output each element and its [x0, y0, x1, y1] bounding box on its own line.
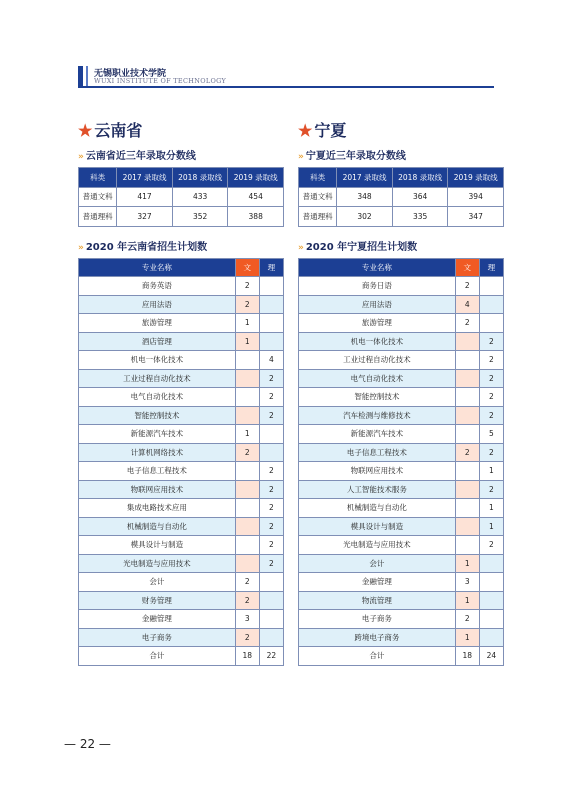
table-row: [299, 573, 504, 592]
table-cell: 酒店管理: [79, 332, 236, 351]
table-cell: 合计: [299, 647, 456, 666]
table-cell: 合计: [79, 647, 236, 666]
table-row: [79, 610, 284, 629]
table-row: [299, 443, 504, 462]
table-row: [79, 462, 284, 481]
table-cell: 2: [259, 406, 283, 425]
table-cell: 工业过程自动化技术: [79, 369, 236, 388]
table-header-row: [299, 168, 504, 188]
table-cell: 金融管理: [79, 610, 236, 629]
table-cell: 2: [455, 314, 479, 333]
table-cell: 电子商务: [299, 610, 456, 629]
chevron-icon: »: [78, 152, 82, 162]
table-row: [299, 628, 504, 647]
table-row: [299, 517, 504, 536]
column-header: 文: [455, 258, 479, 277]
table-cell: [455, 351, 479, 370]
table-cell: 光电制造与应用技术: [79, 554, 236, 573]
table-row: [79, 517, 284, 536]
table-cell: 会计: [299, 554, 456, 573]
table-cell: 18: [235, 647, 259, 666]
table-cell: [235, 554, 259, 573]
page-number: — 22 —: [64, 737, 111, 751]
table-cell: 348: [337, 187, 393, 207]
column-header: 科类: [299, 168, 337, 188]
table-header-row: [79, 168, 284, 188]
table-cell: 电子信息工程技术: [299, 443, 456, 462]
table-cell: 金融管理: [299, 573, 456, 592]
table-cell: [259, 425, 283, 444]
table-row: [79, 187, 284, 207]
table-row: [299, 499, 504, 518]
table-cell: 1: [235, 314, 259, 333]
table-row: [79, 647, 284, 666]
star-icon: ★: [298, 121, 313, 140]
table-row: [299, 388, 504, 407]
table-cell: 1: [479, 499, 503, 518]
table-row: [299, 187, 504, 207]
table-cell: [235, 351, 259, 370]
column-header: 2017 录取线: [337, 168, 393, 188]
table-cell: [235, 499, 259, 518]
table-cell: 电气自动化技术: [79, 388, 236, 407]
table-cell: 新能源汽车技术: [299, 425, 456, 444]
table-cell: 2: [479, 536, 503, 555]
table-row: [79, 351, 284, 370]
table-cell: [455, 499, 479, 518]
table-cell: 302: [337, 207, 393, 227]
table-row: [79, 554, 284, 573]
table-cell: 2: [259, 388, 283, 407]
table-cell: 计算机网络技术: [79, 443, 236, 462]
table-cell: 388: [228, 207, 284, 227]
table-cell: 电气自动化技术: [299, 369, 456, 388]
table-row: [299, 462, 504, 481]
table-cell: 18: [455, 647, 479, 666]
plan-section-title: » 2020 年宁夏招生计划数: [298, 241, 418, 253]
table-cell: [479, 591, 503, 610]
plan-table: [298, 258, 504, 666]
school-name: 无锡职业技术学院: [94, 69, 167, 79]
table-row: [79, 295, 284, 314]
table-cell: 2: [479, 369, 503, 388]
column-header: 2018 录取线: [172, 168, 228, 188]
table-cell: 364: [392, 187, 448, 207]
column-header: 2017 录取线: [117, 168, 173, 188]
table-cell: [235, 406, 259, 425]
table-cell: 417: [117, 187, 173, 207]
table-cell: 335: [392, 207, 448, 227]
school-name-en: WUXI INSTITUTE OF TECHNOLOGY: [94, 77, 227, 85]
chevron-icon: »: [298, 242, 302, 253]
table-cell: 5: [479, 425, 503, 444]
province-column-left: [78, 118, 284, 666]
table-cell: 商务英语: [79, 277, 236, 296]
table-cell: [479, 277, 503, 296]
table-row: [299, 480, 504, 499]
table-cell: [455, 388, 479, 407]
table-cell: [455, 536, 479, 555]
table-row: [299, 332, 504, 351]
table-row: [299, 207, 504, 227]
table-cell: 2: [259, 536, 283, 555]
table-row: [79, 369, 284, 388]
table-cell: 1: [235, 332, 259, 351]
table-cell: 2: [479, 406, 503, 425]
table-cell: 1: [455, 554, 479, 573]
plan-table: [78, 258, 284, 666]
table-row: [79, 277, 284, 296]
table-cell: 24: [479, 647, 503, 666]
table-cell: [235, 462, 259, 481]
table-cell: 2: [479, 480, 503, 499]
header-bar-thin: [86, 66, 88, 86]
table-cell: 2: [259, 480, 283, 499]
table-cell: [479, 295, 503, 314]
column-header: 2018 录取线: [392, 168, 448, 188]
table-cell: 2: [455, 277, 479, 296]
table-cell: [235, 480, 259, 499]
table-cell: 347: [448, 207, 504, 227]
table-cell: 旅游管理: [79, 314, 236, 333]
table-cell: 电子信息工程技术: [79, 462, 236, 481]
table-cell: 会计: [79, 573, 236, 592]
table-cell: [259, 628, 283, 647]
table-row: [299, 425, 504, 444]
table-cell: [455, 462, 479, 481]
table-cell: 普通理科: [79, 207, 117, 227]
table-cell: 新能源汽车技术: [79, 425, 236, 444]
table-row: [299, 591, 504, 610]
table-cell: 旅游管理: [299, 314, 456, 333]
table-cell: 433: [172, 187, 228, 207]
score-table: [298, 167, 504, 227]
table-cell: 电子商务: [79, 628, 236, 647]
column-header: 2019 录取线: [448, 168, 504, 188]
table-cell: 工业过程自动化技术: [299, 351, 456, 370]
table-row: [299, 351, 504, 370]
table-row: [79, 332, 284, 351]
table-cell: [235, 536, 259, 555]
header-rule: [78, 86, 494, 88]
table-cell: 跨境电子商务: [299, 628, 456, 647]
table-cell: 2: [259, 462, 283, 481]
table-row: [299, 610, 504, 629]
table-cell: [259, 610, 283, 629]
table-cell: 普通理科: [299, 207, 337, 227]
table-cell: 汽车检测与维修技术: [299, 406, 456, 425]
table-cell: 1: [479, 462, 503, 481]
table-cell: [479, 554, 503, 573]
table-row: [79, 314, 284, 333]
table-cell: 2: [455, 610, 479, 629]
table-cell: [479, 573, 503, 592]
table-cell: [259, 314, 283, 333]
table-cell: 22: [259, 647, 283, 666]
province-title: ★ 云南省: [78, 121, 143, 140]
table-cell: 394: [448, 187, 504, 207]
table-cell: 327: [117, 207, 173, 227]
table-cell: 普通文科: [79, 187, 117, 207]
table-cell: [455, 369, 479, 388]
table-row: [79, 443, 284, 462]
chevron-icon: »: [78, 242, 82, 253]
column-header: 理: [479, 258, 503, 277]
table-header-row: [299, 258, 504, 277]
table-cell: 2: [235, 628, 259, 647]
column-header: 专业名称: [299, 258, 456, 277]
page-header: [78, 66, 498, 88]
table-cell: 财务管理: [79, 591, 236, 610]
table-cell: 2: [259, 369, 283, 388]
header-bar: [78, 66, 83, 86]
table-cell: 2: [479, 388, 503, 407]
table-cell: 模具设计与制造: [79, 536, 236, 555]
table-cell: 商务日语: [299, 277, 456, 296]
table-row: [299, 369, 504, 388]
table-cell: [479, 628, 503, 647]
province-column-right: [298, 118, 504, 666]
table-row: [79, 591, 284, 610]
table-row: [79, 406, 284, 425]
table-cell: 3: [455, 573, 479, 592]
table-row: [79, 207, 284, 227]
table-cell: 2: [235, 443, 259, 462]
table-cell: 光电制造与应用技术: [299, 536, 456, 555]
table-cell: 应用法语: [299, 295, 456, 314]
table-cell: 2: [235, 573, 259, 592]
table-cell: [455, 425, 479, 444]
table-cell: 机械制造与自动化: [299, 499, 456, 518]
table-cell: 2: [259, 499, 283, 518]
table-cell: [259, 573, 283, 592]
table-cell: 人工智能技术服务: [299, 480, 456, 499]
table-cell: [479, 314, 503, 333]
table-cell: [455, 332, 479, 351]
table-row: [79, 573, 284, 592]
table-row: [299, 406, 504, 425]
table-cell: 1: [235, 425, 259, 444]
table-cell: 2: [259, 554, 283, 573]
table-row: [299, 295, 504, 314]
table-row: [79, 480, 284, 499]
column-header: 文: [235, 258, 259, 277]
province-title: ★ 宁夏: [298, 121, 347, 140]
table-cell: [455, 517, 479, 536]
table-cell: 2: [455, 443, 479, 462]
table-cell: 2: [479, 332, 503, 351]
chevron-icon: »: [298, 152, 302, 162]
table-cell: [259, 295, 283, 314]
table-row: [299, 647, 504, 666]
table-cell: [235, 369, 259, 388]
table-cell: 智能控制技术: [79, 406, 236, 425]
score-section-title: » 宁夏近三年录取分数线: [298, 151, 406, 162]
table-cell: 1: [455, 628, 479, 647]
table-cell: 集成电路技术应用: [79, 499, 236, 518]
table-cell: 454: [228, 187, 284, 207]
table-cell: [259, 332, 283, 351]
table-cell: 智能控制技术: [299, 388, 456, 407]
table-cell: 2: [479, 443, 503, 462]
table-cell: 2: [259, 517, 283, 536]
table-cell: 2: [235, 277, 259, 296]
table-row: [299, 536, 504, 555]
table-cell: 机电一体化技术: [79, 351, 236, 370]
table-cell: 物流管理: [299, 591, 456, 610]
table-cell: 模具设计与制造: [299, 517, 456, 536]
table-header-row: [79, 258, 284, 277]
table-row: [79, 388, 284, 407]
table-cell: 2: [235, 295, 259, 314]
score-table: [78, 167, 284, 227]
table-cell: 物联网应用技术: [299, 462, 456, 481]
table-cell: 3: [235, 610, 259, 629]
table-cell: 应用法语: [79, 295, 236, 314]
table-cell: [479, 610, 503, 629]
table-cell: [259, 591, 283, 610]
table-cell: 4: [259, 351, 283, 370]
table-cell: [235, 388, 259, 407]
table-cell: 4: [455, 295, 479, 314]
table-cell: 1: [455, 591, 479, 610]
table-cell: 普通文科: [299, 187, 337, 207]
table-cell: [259, 443, 283, 462]
table-cell: 2: [479, 351, 503, 370]
table-cell: [455, 406, 479, 425]
table-cell: 1: [479, 517, 503, 536]
table-cell: 机械制造与自动化: [79, 517, 236, 536]
table-row: [299, 314, 504, 333]
table-row: [299, 554, 504, 573]
column-header: 专业名称: [79, 258, 236, 277]
table-row: [299, 277, 504, 296]
table-cell: [259, 277, 283, 296]
column-header: 2019 录取线: [228, 168, 284, 188]
table-cell: [455, 480, 479, 499]
column-header: 科类: [79, 168, 117, 188]
table-cell: [235, 517, 259, 536]
column-header: 理: [259, 258, 283, 277]
table-row: [79, 499, 284, 518]
star-icon: ★: [78, 121, 93, 140]
table-row: [79, 425, 284, 444]
table-row: [79, 536, 284, 555]
score-section-title: » 云南省近三年录取分数线: [78, 151, 196, 162]
table-cell: 352: [172, 207, 228, 227]
table-row: [79, 628, 284, 647]
table-cell: 物联网应用技术: [79, 480, 236, 499]
table-cell: 机电一体化技术: [299, 332, 456, 351]
table-cell: 2: [235, 591, 259, 610]
plan-section-title: » 2020 年云南省招生计划数: [78, 241, 208, 253]
